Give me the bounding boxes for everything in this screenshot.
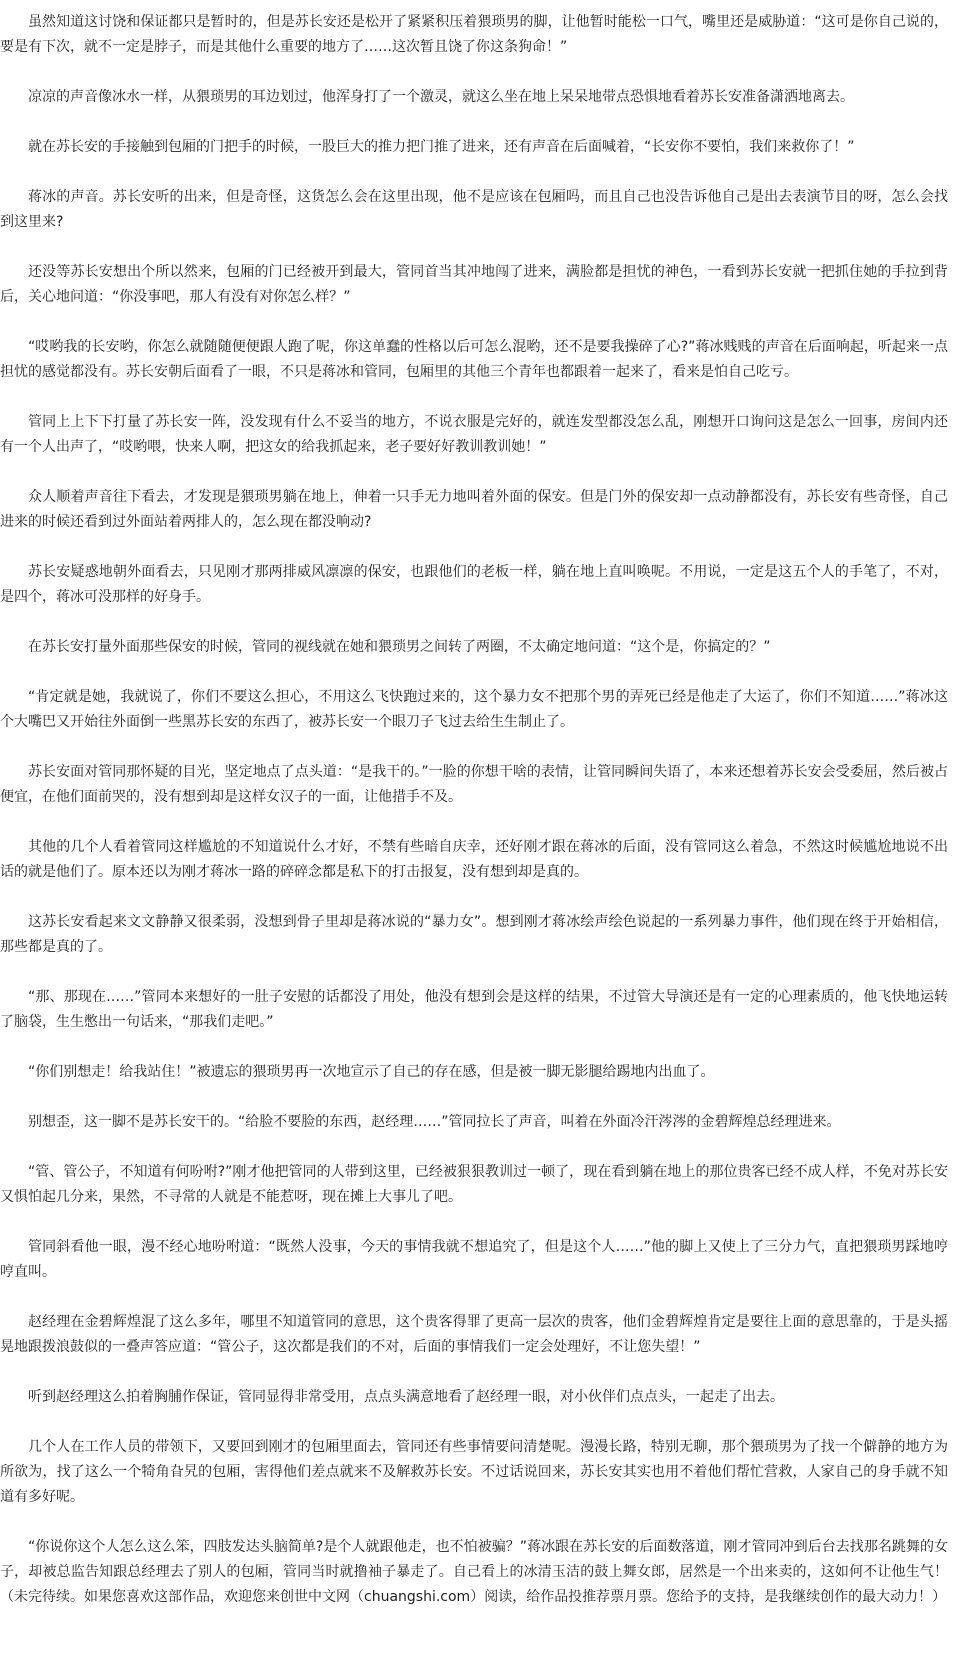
- paragraph-19: 管同斜看他一眼，漫不经心地吩咐道：“既然人没事，今天的事情我就不想追究了，但是这个人……”他的脚上又使上了三分力气，直把猥琐男踩地哼哼直叫。: [0, 1239, 948, 1280]
- paragraph-7: 管同上上下下打量了苏长安一阵，没发现有什么不妥当的地方，不说衣服是完好的，就连发型都没怎么乱，刚想开口询问这是怎么一回事，房间内还有一个人出声了，“哎哟喂，快来人啊，把这女的给我抓起来，老子要好好教训教训她！”: [0, 414, 948, 455]
- paragraph-11: “肯定就是她，我就说了，你们不要这么担心，不用这么飞快跑过来的，这个暴力女不把那个男的弄死已经是他走了大运了，你们不知道……”蒋冰这个大嘴巴又开始往外面倒一些黑苏长安的东西了，被苏长安一个眼刀子飞过去给生生制止了。: [0, 689, 948, 730]
- paragraph-14: 这苏长安看起来文文静静又很柔弱，没想到骨子里却是蒋冰说的“暴力女”。想到刚才蒋冰绘声绘色说起的一系列暴力事件，他们现在终于开始相信，那些都是真的了。: [0, 914, 948, 955]
- paragraph-13: 其他的几个人看着管同这样尴尬的不知道说什么才好，不禁有些暗自庆幸，还好刚才跟在蒋冰的后面，没有管同这么着急，不然这时候尴尬地说不出话的就是他们了。原本还以为刚才蒋冰一路的碎碎念都是私下的打击报复，没有想到却是真的。: [0, 839, 948, 880]
- paragraph-16: “你们别想走！给我站住！”被遗忘的猥琐男再一次地宣示了自己的存在感，但是被一脚无影腿给踢地内出血了。: [28, 1064, 715, 1080]
- paragraph-5: 还没等苏长安想出个所以然来，包厢的门已经被开到最大，管同首当其冲地闯了进来，满脸都是担忧的神色，一看到苏长安就一把抓住她的手拉到背后，关心地问道：“你没事吧，那人有没有对你怎么样？”: [0, 264, 948, 305]
- paragraph-6: “哎哟我的长安哟，你怎么就随随便便跟人跑了呢，你这单蠢的性格以后可怎么混哟，还不是要我操碎了心?”蒋冰贱贱的声音在后面响起，听起来一点担忧的感觉都没有。苏长安朝后面看了一眼，不只是蒋冰和管同，包厢里的其他三个青年也都跟着一起来了，看来是怕自己吃亏。: [0, 339, 948, 380]
- paragraph-1: 虽然知道这讨饶和保证都只是暂时的，但是苏长安还是松开了紧紧积压着猥琐男的脚，让他暂时能松一口气，嘴里还是威胁道：“这可是你自己说的，要是有下次，就不一定是脖子，而是其他什么重要的地方了……这次暂且饶了你这条狗命！”: [0, 14, 948, 55]
- article-body: [0, 10, 948, 1625]
- paragraph-2: 凉凉的声音像冰水一样，从猥琐男的耳边划过，他浑身打了一个激灵，就这么坐在地上呆呆地带点恐惧地看着苏长安准备潇洒地离去。: [28, 89, 854, 105]
- paragraph-10: 在苏长安打量外面那些保安的时候，管同的视线就在她和猥琐男之间转了两圈，不太确定地问道：“这个是，你搞定的？”: [28, 639, 771, 655]
- paragraph-3: 就在苏长安的手接触到包厢的门把手的时候，一股巨大的推力把门推了进来，还有声音在后面喊着，“长安你不要怕，我们来救你了！”: [28, 139, 855, 155]
- paragraph-4: 蒋冰的声音。苏长安听的出来，但是奇怪，这货怎么会在这里出现，他不是应该在包厢吗，而且自己也没告诉他自己是出去表演节目的呀，怎么会找到这里来?: [0, 189, 948, 230]
- paragraph-18: “管、管公子，不知道有何吩咐?”刚才他把管同的人带到这里，已经被狠狠教训过一顿了，现在看到躺在地上的那位贵客已经不成人样，不免对苏长安又惧怕起几分来，果然，不寻常的人就是不能惹呀，现在摊上大事儿了吧。: [0, 1164, 948, 1205]
- paragraph-17: 别想歪，这一脚不是苏长安干的。“给脸不要脸的东西，赵经理……”管同拉长了声音，叫着在外面冷汗涔涔的金碧辉煌总经理进来。: [28, 1114, 841, 1130]
- paragraph-22: 几个人在工作人员的带领下，又要回到刚才的包厢里面去，管同还有些事情要问清楚呢。漫漫长路，特别无聊，那个猥琐男为了找一个僻静的地方为所欲为，找了这么一个犄角旮旯的包厢，害得他们差点就来不及解救苏长安。不过话说回来，苏长安其实也用不着他们帮忙营救，人家自己的身手就不知道有多好呢。: [0, 1439, 948, 1505]
- paragraph-9: 苏长安疑惑地朝外面看去，只见刚才那两排威风凛凛的保安，也跟他们的老板一样，躺在地上直叫唤呢。不用说，一定是这五个人的手笔了，不对，是四个，蒋冰可没那样的好身手。: [0, 564, 948, 605]
- paragraph-12: 苏长安面对管同那怀疑的目光，坚定地点了点头道：“是我干的。”一脸的你想干啥的表情，让管同瞬间失语了，本来还想着苏长安会受委屈，然后被占便宜，在他们面前哭的，没有想到却是这样女汉子的一面，让他措手不及。: [0, 764, 948, 805]
- paragraph-21: 听到赵经理这么拍着胸脯作保证，管同显得非常受用，点点头满意地看了赵经理一眼，对小伙伴们点点头，一起走了出去。: [28, 1389, 784, 1405]
- paragraph-8: 众人顺着声音往下看去，才发现是猥琐男躺在地上，伸着一只手无力地叫着外面的保安。但是门外的保安却一点动静都没有，苏长安有些奇怪，自己进来的时候还看到过外面站着两排人的，怎么现在都没响动?: [0, 489, 948, 530]
- paragraph-15: “那、那现在……”管同本来想好的一肚子安慰的话都没了用处，他没有想到会是这样的结果，不过管大导演还是有一定的心理素质的，他飞快地运转了脑袋，生生憋出一句话来，“那我们走吧。”: [0, 989, 948, 1030]
- paragraph-23: “你说你这个人怎么这么笨，四肢发达头脑简单?是个人就跟他走，也不怕被骗？”蒋冰跟在苏长安的后面数落道，刚才管同冲到后台去找那名跳舞的女子，却被总监告知跟总经理去了别人的包厢，管同当时就撸袖子暴走了。自己看上的冰清玉洁的鼓上舞女郎，居然是一个出来卖的，这如何不让他生气！（未完待续。如果您喜欢这部作品，欢迎您来创世中文网（chuangshi.com）阅读，给作品投推荐票月票。您给予的支持，是我继续创作的最大动力！）: [0, 1539, 948, 1605]
- paragraph-20: 赵经理在金碧辉煌混了这么多年，哪里不知道管同的意思，这个贵客得罪了更高一层次的贵客，他们金碧辉煌肯定是要往上面的意思靠的，于是头摇晃地跟拨浪鼓似的一叠声答应道：“管公子，这次都是我们的不对，后面的事情我们一定会处理好，不让您失望！”: [0, 1314, 948, 1355]
